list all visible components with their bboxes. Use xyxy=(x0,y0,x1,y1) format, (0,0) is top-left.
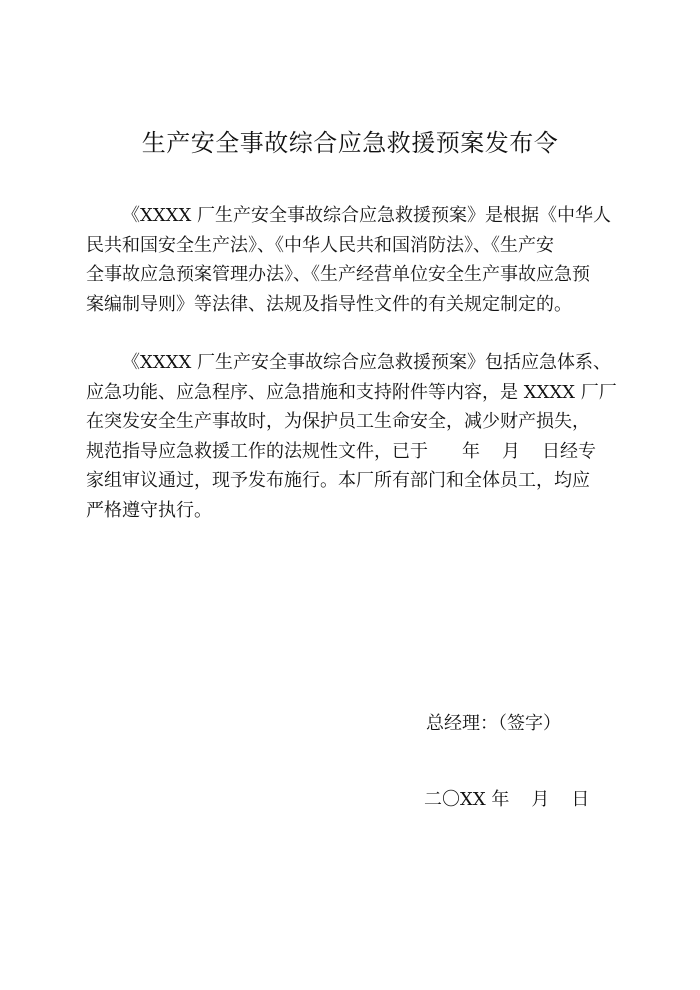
signature-date-month: 月 xyxy=(531,789,550,810)
paragraph-2-line-6: 严格遵守执行。 xyxy=(86,499,212,521)
blank-month-label: 月 xyxy=(502,440,520,462)
paragraph-1-line-3: 全事故应急预案管理办法》、《生产经营单位安全生产事故应急预 xyxy=(86,264,590,285)
paragraph-2-line-3: 在突发安全生产事故时，为保护员工生命安全，减少财产损失， xyxy=(86,411,590,432)
document-title: 生产安全事故综合应急救援预案发布令 xyxy=(141,129,559,157)
signature-date-year: 年 xyxy=(491,789,510,810)
blank-day-label: 日经专 xyxy=(542,440,596,462)
paragraph-2-line-1: 《XXXX 厂生产安全事故综合应急救援预案》包括应急体系、 xyxy=(122,352,611,373)
paragraph-2-line-4 xyxy=(86,437,617,467)
paragraph-1-line-1: 《XXXX 厂生产安全事故综合应急救援预案》是根据《中华人 xyxy=(122,205,611,226)
signature-date-prefix: 二〇XX xyxy=(424,789,486,810)
paragraph-2-line-5: 家组审议通过，现予发布施行。本厂所有部门和全体员工，均应 xyxy=(86,470,590,491)
paragraph-2-line-4-text: 规范指导应急救援工作的法规性文件，已于 xyxy=(86,440,428,462)
paragraph-2-line-2: 应急功能、应急程序、应急措施和支持附件等内容，是 XXXX 厂厂 xyxy=(86,381,617,403)
paragraph-1-line-2: 民共和国安全生产法》、《中华人民共和国消防法》、《生产安 xyxy=(86,234,554,256)
signature-label: 总经理：（签字） xyxy=(426,713,561,734)
paragraph-1-line-4: 案编制导则》等法律、法规及指导性文件的有关规定制定的。 xyxy=(86,293,572,315)
paragraph-1 xyxy=(86,201,611,319)
signature-date-day: 日 xyxy=(571,789,590,810)
paragraph-2 xyxy=(86,348,617,525)
blank-year-label: 年 xyxy=(462,440,480,462)
signature-date xyxy=(424,787,589,813)
